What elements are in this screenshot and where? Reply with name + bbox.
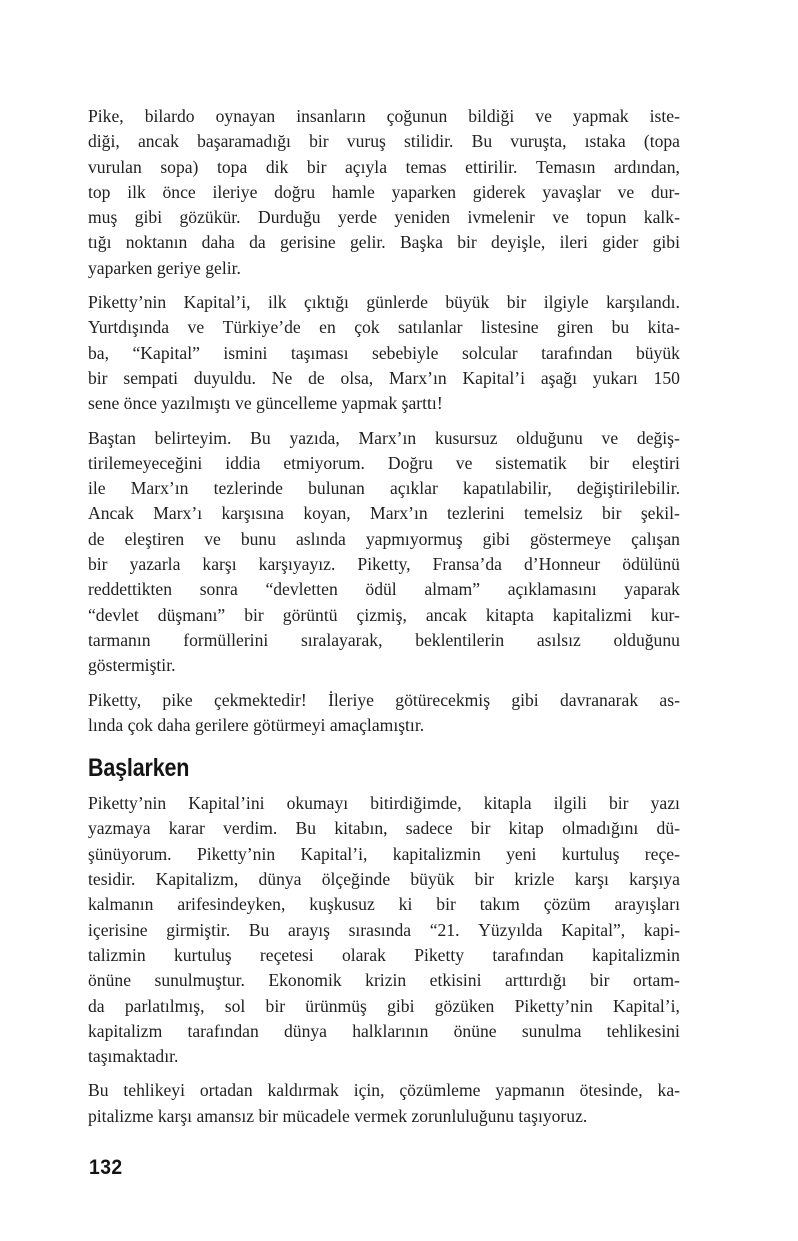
section-heading: Başlarken: [88, 754, 190, 783]
paragraph: [88, 688, 680, 739]
text-line: tarmanın formüllerini sıralayarak, beklentilerin asılsız olduğunu: [88, 629, 680, 650]
text-line: diği, ancak başaramadığı bir vuruş stilidir. Bu vuruşta, ıstaka (topa: [88, 131, 680, 152]
text-line: ile Marx’ın tezlerinde bulunan açıklar kapatılabilir, değiştirilebilir.: [88, 478, 680, 499]
text-line: göstermiştir.: [88, 655, 176, 676]
text-line: muş gibi gözükür. Durduğu yerde yeniden ivmelenir ve topun kalk-: [88, 207, 680, 228]
text-line: sene önce yazılmıştı ve güncelleme yapmak şarttı!: [88, 393, 443, 414]
text-line: bir sempati duyuldu. Ne de olsa, Marx’ın Kapital’i aşağı yukarı 150: [88, 367, 680, 388]
text-line: vurulan sopa) topa dik bir açıyla temas ettirilir. Temasın ardından,: [88, 156, 680, 177]
text-line: yaparken geriye gelir.: [88, 257, 241, 278]
text-line: reddettikten sonra “devletten ödül almam” açıklamasını yaparak: [88, 579, 680, 600]
text-line: ba, “Kapital” ismini taşıması sebebiyle solcular tarafından büyük: [88, 342, 680, 363]
text-line: bir yazarla karşı karşıyayız. Piketty, Fransa’da d’Honneur ödülünü: [88, 554, 680, 575]
text-line: şünüyorum. Piketty’nin Kapital’i, kapitalizmin yeni kurtuluş reçe-: [88, 843, 680, 864]
text-line: talizmin kurtuluş reçetesi olarak Piketty tarafından kapitalizmin: [88, 944, 680, 965]
text-line: Bu tehlikeyi ortadan kaldırmak için, çözümleme yapmanın ötesinde, ka-: [88, 1080, 680, 1101]
text-line: lında çok daha gerilere götürmeyi amaçlamıştır.: [88, 714, 425, 735]
paragraph: [88, 290, 680, 416]
text-line: kalmanın arifesindeyken, kuşkusuz ki bir takım çözüm arayışları: [88, 894, 680, 915]
text-line: Pike, bilardo oynayan insanların çoğunun bildiği ve yapmak iste-: [88, 106, 680, 126]
text-line: tirilemeyeceğini iddia etmiyorum. Doğru ve sistematik bir eleştiri: [88, 452, 680, 473]
text-line: içerisine girmiştir. Bu arayış sırasında “21. Yüzyılda Kapital”, kapi-: [88, 919, 680, 940]
text-line: Piketty, pike çekmektedir! İleriye götürecekmiş gibi davranarak as-: [88, 689, 680, 710]
text-block: [88, 104, 680, 1138]
text-line: Piketty’nin Kapital’ini okumayı bitirdiğimde, kitapla ilgili bir yazı: [88, 793, 680, 814]
text-line: Piketty’nin Kapital’i, ilk çıktığı günlerde büyük bir ilgiyle karşılandı.: [88, 292, 680, 313]
text-line: kapitalizm tarafından dünya halklarının önüne sunulma tehlikesini: [88, 1020, 680, 1041]
text-line: önüne sunulmuştur. Ekonomik krizin etkisini arttırdığı bir ortam-: [88, 970, 680, 991]
paragraph: [88, 1078, 680, 1129]
paragraph: [88, 426, 680, 679]
text-line: top ilk önce ileriye doğru hamle yaparken giderek yavaşlar ve dur-: [88, 181, 680, 202]
page-number: 132: [89, 1156, 123, 1179]
paragraph: [88, 791, 680, 1069]
text-line: pitalizme karşı amansız bir mücadele vermek zorunluluğunu taşıyoruz.: [88, 1105, 588, 1126]
text-line: tığı noktanın daha da gerisine gelir. Başka bir deyişle, ileri gider gibi: [88, 232, 680, 253]
text-line: yazmaya karar verdim. Bu kitabın, sadece bir kitap olmadığını dü-: [88, 818, 680, 839]
text-line: da parlatılmış, sol bir ürünmüş gibi gözüken Piketty’nin Kapital’i,: [88, 995, 680, 1016]
text-line: tesidir. Kapitalizm, dünya ölçeğinde büyük bir krizle karşı karşıya: [88, 869, 680, 890]
text-line: taşımaktadır.: [88, 1046, 179, 1067]
paragraph: [88, 104, 680, 281]
text-line: “devlet düşmanı” bir görüntü çizmiş, ancak kitapta kapitalizmi kur-: [88, 604, 680, 625]
text-line: Yurtdışında ve Türkiye’de en çok satılanlar listesine giren bu kita-: [88, 317, 680, 338]
text-line: de eleştiren ve bunu aslında yapmıyormuş gibi göstermeye çalışan: [88, 528, 680, 549]
text-line: Ancak Marx’ı karşısına koyan, Marx’ın tezlerini temelsiz bir şekil-: [88, 503, 680, 524]
text-line: Baştan belirteyim. Bu yazıda, Marx’ın kusursuz olduğunu ve değiş-: [88, 427, 680, 448]
